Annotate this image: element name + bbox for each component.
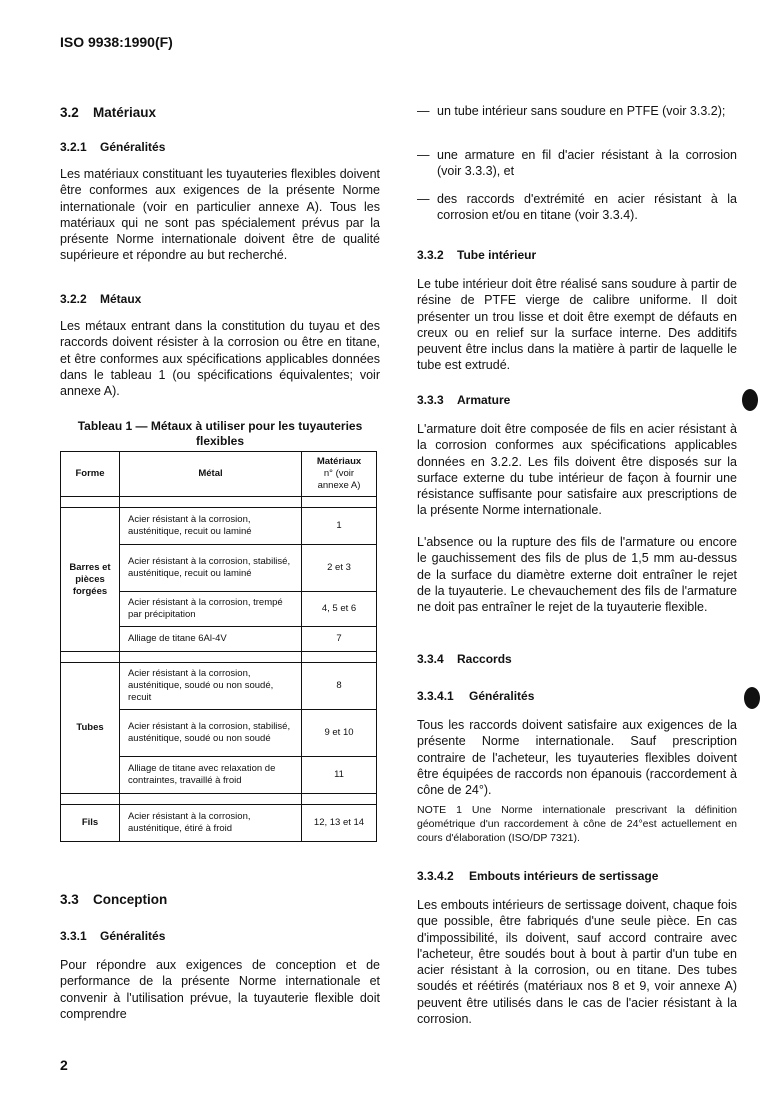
section-number: 3.2.2 [60,292,87,306]
section-3-2-1-heading [60,140,165,154]
dash-glyph: — [417,104,430,118]
section-3-3-1-text: Pour répondre aux exigences de conception et de performance de la présente Norme internationale et convenir à l'utilisation prévue, la tuyauterie flexible doit comprendre [60,958,380,1021]
list-item-text: un tube intérieur sans soudure en PTFE (voir 3.3.2); [437,104,726,118]
section-title: Métaux [100,292,142,306]
section-3-3-3-heading [417,393,510,407]
section-number: 3.2 [60,105,79,120]
materiaux-cell: 1 [302,508,377,545]
section-3-3-4-heading [417,652,512,666]
section-number: 3.2.1 [60,140,87,154]
forme-cell: Barres et pièces forgées [61,508,120,652]
table-header-row [61,452,377,497]
metal-cell: Acier résistant à la corrosion, austénitique, soudé ou non soudé, recuit [120,663,302,710]
section-title: Généralités [100,929,166,943]
metal-cell: Acier résistant à la corrosion, austénitique, recuit ou laminé [120,508,302,545]
forme-cell: Fils [61,805,120,842]
section-3-2-2-text: Les métaux entrant dans la constitution du tuyau et des raccords doivent résister à la corrosion ou être en titane, et être conformes aux spécifications applicables données dans le tableau 1 (ou spécifications équivalentes; voir annexe A). [60,319,380,399]
list-item [417,103,737,119]
materiaux-cell: 12, 13 et 14 [302,805,377,842]
section-number: 3.3.2 [417,248,444,262]
list-item-text: des raccords d'extrémité en acier résistant à la corrosion et/ou en titane (voir 3.3.4). [437,192,737,223]
section-3-3-3-text-1: L'armature doit être composée de fils en acier résistant à la corrosion conformes aux spécifications applicables données en 3.2.2. Les fils doivent être disposés sur la surface externe du tube intérieur de façon à fournir une résistance suffisante pour satisfaire aux prescriptions de la présente Norme internationale. [417,422,737,518]
section-title: Généralités [469,689,535,703]
dash-glyph: — [417,148,430,162]
document-header: ISO 9938:1990(F) [60,34,173,50]
list-item [417,191,737,224]
section-number: 3.3.3 [417,393,444,407]
metal-cell: Acier résistant à la corrosion, trempé par précipitation [120,592,302,627]
materiaux-cell: 7 [302,627,377,652]
section-number: 3.3.4.1 [417,689,454,703]
forme-cell: Tubes [61,663,120,794]
section-3-2-1-text: Les matériaux constituant les tuyauteries flexibles doivent être conformes aux exigences de la présente Norme internationale (voir en particulier annexe A). Tous les matériaux qui ne sont pas spécialement prévus par la présente Norme internationale doivent être de qualité supérieure et répondre au but recherché. [60,167,380,263]
section-title: Armature [457,393,511,407]
section-3-3-heading [60,892,167,907]
section-3-3-4-2-text: Les embouts intérieurs de sertissage doivent, chaque fois que possible, être fabriqués d'une seule pièce. En cas d'impossibilité, ils doivent, sauf accord contraire avec l'acheteur, être soudés bout à bout à partir d'un tube en acier résistant à la corrosion, ou en titane. Des tubes soudés et réétirés (matériaux nos 8 et 9, voir annexe A) peuvent être utilisés dans le cas de l'acier résistant à la corrosion. [417,898,737,1027]
section-title: Généralités [100,140,166,154]
metal-cell: Acier résistant à la corrosion, austénitique, étiré à froid [120,805,302,842]
list-item-text: une armature en fil d'acier résistant à la corrosion (voir 3.3.3), et [437,148,737,179]
materiaux-cell: 11 [302,757,377,794]
section-title: Tube intérieur [457,248,537,262]
section-number: 3.3.1 [60,929,87,943]
materiaux-cell: 9 et 10 [302,710,377,757]
page-number: 2 [60,1057,68,1073]
section-number: 3.3 [60,892,79,907]
section-3-3-2-heading [417,248,536,262]
section-title: Embouts intérieurs de sertissage [469,869,659,883]
dash-glyph: — [417,192,430,206]
header-forme: Forme [61,452,120,497]
header-metal: Métal [120,452,302,497]
metal-cell: Alliage de titane avec relaxation de contraintes, travaillé à froid [120,757,302,794]
metal-cell: Alliage de titane 6Al-4V [120,627,302,652]
table-1-caption: Tableau 1 — Métaux à utiliser pour les tuyauteries flexibles [77,419,363,448]
table-row [61,508,377,545]
margin-marker-dot [744,687,760,709]
materiaux-cell: 2 et 3 [302,545,377,592]
table-1 [60,451,377,842]
section-3-3-4-2-heading [417,869,658,883]
table-row [61,805,377,842]
metal-cell: Acier résistant à la corrosion, stabilisé, austénitique, soudé ou non soudé [120,710,302,757]
table-row [61,663,377,710]
section-title: Conception [93,892,168,907]
section-3-2-heading [60,105,156,120]
section-title: Matériaux [93,105,157,120]
section-title: Raccords [457,652,512,666]
margin-marker-dot [742,389,758,411]
note-1: NOTE 1 Une Norme internationale prescrivant la définition géométrique d'un raccordement à cône de 24°est actuellement en cours d'élaboration (ISO/DP 7321). [417,804,737,844]
section-number: 3.3.4.2 [417,869,454,883]
section-3-3-4-1-text: Tous les raccords doivent satisfaire aux exigences de la présente Norme internationale. Sauf prescription contraire de l'acheteur, les tuyauteries flexibles doivent être équipées de raccords non épanouis (raccordement à cône de 24°). [417,718,737,798]
materiaux-cell: 8 [302,663,377,710]
metal-cell: Acier résistant à la corrosion, stabilisé, austénitique, recuit ou laminé [120,545,302,592]
section-3-3-4-1-heading [417,689,534,703]
section-3-2-2-heading [60,292,141,306]
section-3-3-3-text-2: L'absence ou la rupture des fils de l'armature ou encore le gauchissement des fils de plus de 1,5 mm au-dessus de la surface du diamètre externe doit entraîner le rejet de la tuyauterie. Le chevauchement des fils de l'armature ne doit pas entraîner le rejet de la tuyauterie flexible. [417,535,737,615]
section-3-3-2-text: Le tube intérieur doit être réalisé sans soudure à partir de résine de PTFE vierge de calibre uniforme. Il doit présenter un trou lisse et doit être exempt de défauts en creux ou en relief sur la surface interne. Des additifs peuvent être inclus dans la matière à partir de laquelle le tube est extrudé. [417,277,737,373]
section-3-3-1-heading [60,929,165,943]
list-item [417,147,737,180]
materiaux-cell: 4, 5 et 6 [302,592,377,627]
section-number: 3.3.4 [417,652,444,666]
header-materiaux: Matériaux n° (voir annexe A) [302,452,377,497]
